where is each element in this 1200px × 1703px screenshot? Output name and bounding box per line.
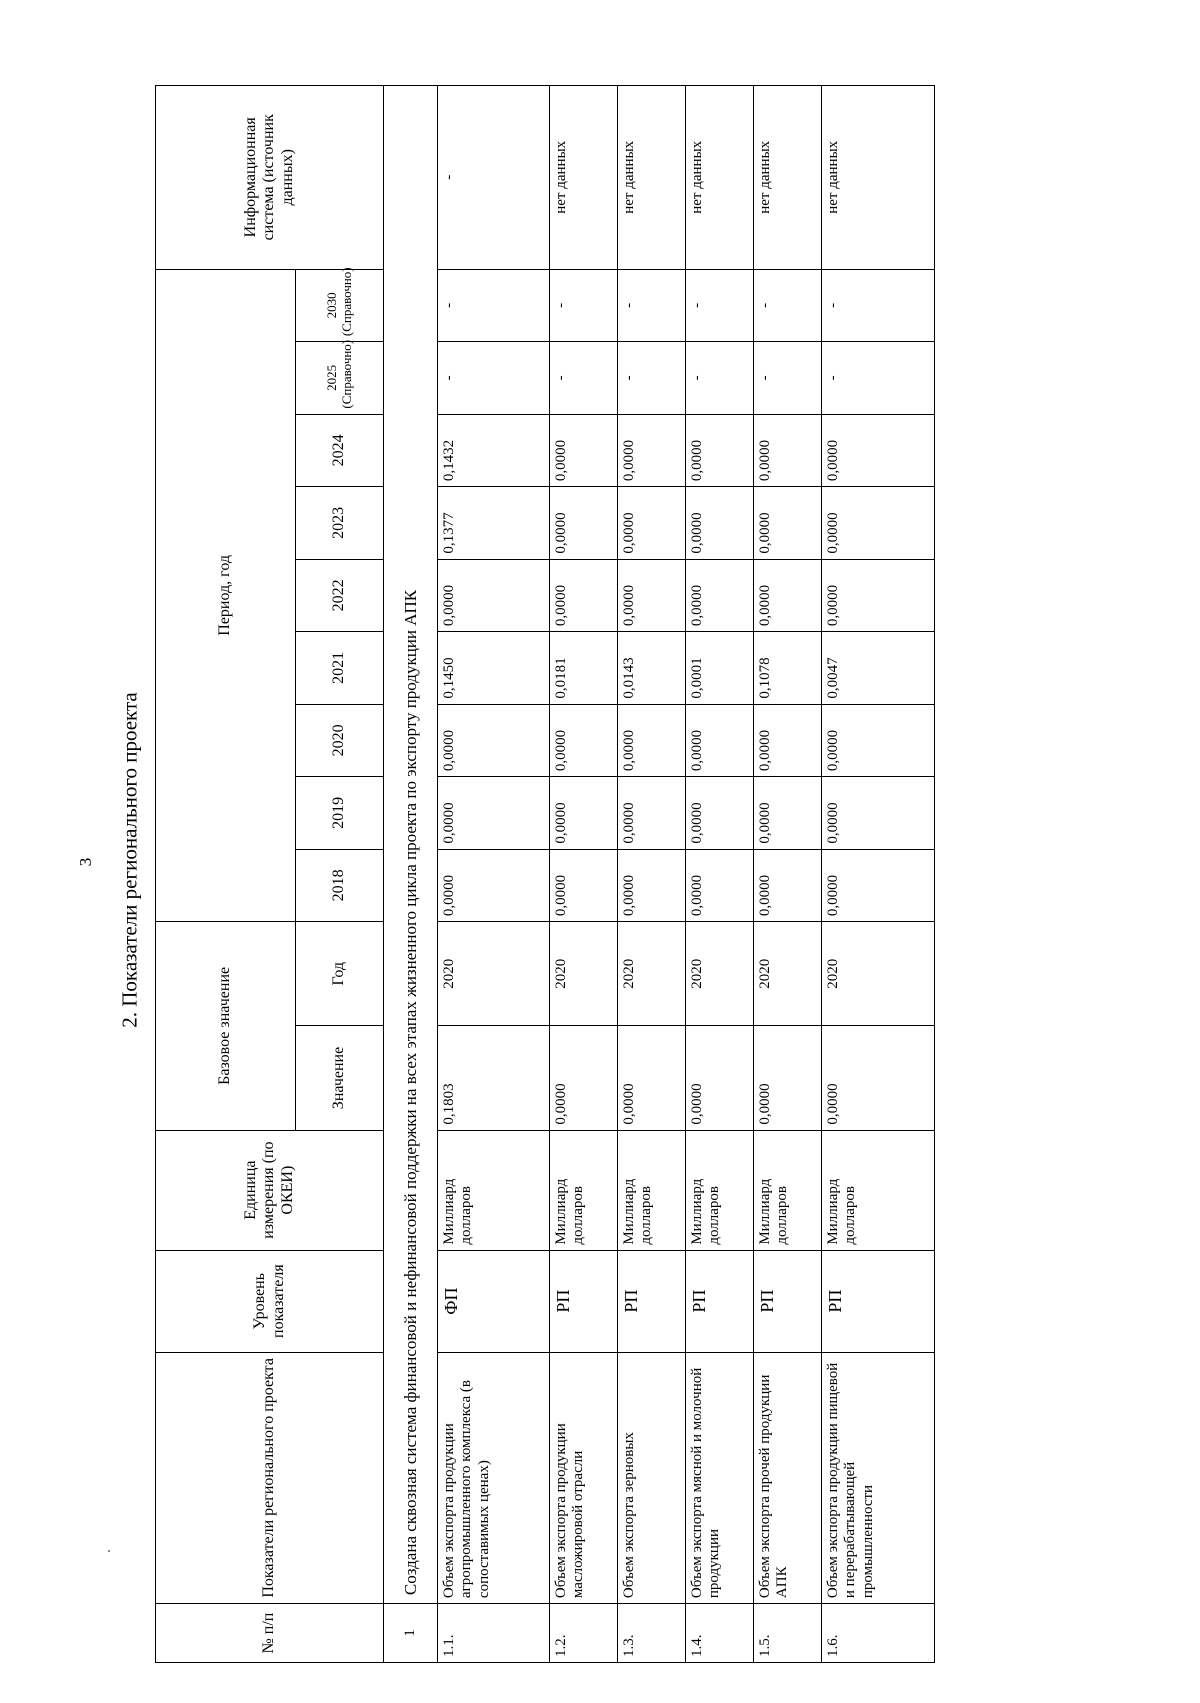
row-value: 0,0000 <box>438 704 550 777</box>
row-unit: Миллиард долларов <box>754 1130 822 1250</box>
row-value: 0,0000 <box>438 777 550 850</box>
header-num: № п/п <box>156 1604 384 1663</box>
row-value: - <box>618 269 686 342</box>
row-value: 0,0000 <box>686 487 754 560</box>
header-year: 2030 (Справочно) <box>296 269 384 342</box>
row-value: 0,0000 <box>754 704 822 777</box>
row-base-year: 2020 <box>438 922 550 1026</box>
row-value: - <box>686 269 754 342</box>
header-year: 2024 <box>296 414 384 487</box>
table-row <box>618 86 686 1663</box>
row-value: 0,0000 <box>686 414 754 487</box>
section-num: 1 <box>384 1604 438 1663</box>
header-base-value: Значение <box>296 1026 384 1130</box>
table-row <box>754 86 822 1663</box>
row-value: 0,0000 <box>754 487 822 560</box>
row-value: 0,0001 <box>686 632 754 705</box>
row-value: 0,0000 <box>754 559 822 632</box>
header-base: Базовое значение <box>156 922 296 1130</box>
row-value: 0,1377 <box>438 487 550 560</box>
header-year: 2025 (Справочно) <box>296 342 384 415</box>
row-value: 0,0000 <box>438 559 550 632</box>
row-value: 0,0000 <box>550 559 618 632</box>
header-period: Период, год <box>156 269 296 922</box>
row-value: 0,0000 <box>550 704 618 777</box>
row-num: 1.2. <box>550 1604 618 1663</box>
row-value: - <box>754 342 822 415</box>
row-value: - <box>438 342 550 415</box>
row-value: 0,0000 <box>686 777 754 850</box>
row-value: 0,0000 <box>618 559 686 632</box>
header-unit: Единица измерения (по ОКЕИ) <box>156 1130 384 1250</box>
row-value: 0,0181 <box>550 632 618 705</box>
row-level: РП <box>822 1250 935 1352</box>
table-row <box>438 86 550 1663</box>
header-indicator: Показатели регионального проекта <box>156 1352 384 1603</box>
row-num: 1.4. <box>686 1604 754 1663</box>
row-value: 0,0000 <box>822 559 935 632</box>
row-value: 0,0000 <box>822 704 935 777</box>
row-value: 0,0000 <box>618 487 686 560</box>
row-value: 0,0000 <box>618 849 686 922</box>
table-row <box>686 86 754 1663</box>
row-value: 0,0000 <box>550 487 618 560</box>
row-value: 0,0000 <box>822 487 935 560</box>
row-value: - <box>822 342 935 415</box>
row-base-value: 0,0000 <box>550 1026 618 1130</box>
row-value: 0,0000 <box>550 414 618 487</box>
row-base-year: 2020 <box>550 922 618 1026</box>
row-base-value: 0,1803 <box>438 1026 550 1130</box>
row-num: 1.1. <box>438 1604 550 1663</box>
row-value: 0,0000 <box>618 704 686 777</box>
section-row <box>384 86 438 1663</box>
row-base-value: 0,0000 <box>754 1026 822 1130</box>
header-year: 2022 <box>296 559 384 632</box>
row-name: Объем экспорта мясной и молочной продукции <box>686 1352 754 1603</box>
row-value: 0,0000 <box>822 849 935 922</box>
header-year: 2018 <box>296 849 384 922</box>
row-unit: Миллиард долларов <box>686 1130 754 1250</box>
row-num: 1.3. <box>618 1604 686 1663</box>
row-value: - <box>822 269 935 342</box>
row-value: 0,0000 <box>550 849 618 922</box>
row-info: нет данных <box>550 86 618 270</box>
row-value: 0,0000 <box>686 704 754 777</box>
row-value: 0,1432 <box>438 414 550 487</box>
row-value: 0,1078 <box>754 632 822 705</box>
row-value: - <box>754 269 822 342</box>
row-value: 0,0000 <box>686 849 754 922</box>
row-num: 1.5. <box>754 1604 822 1663</box>
row-value: 0,0000 <box>754 777 822 850</box>
row-value: 0,0000 <box>618 777 686 850</box>
row-value: 0,0000 <box>438 849 550 922</box>
row-value: 0,0000 <box>550 777 618 850</box>
row-level: РП <box>618 1250 686 1352</box>
header-year: 2023 <box>296 487 384 560</box>
row-base-value: 0,0000 <box>822 1026 935 1130</box>
row-unit: Миллиард долларов <box>438 1130 550 1250</box>
section-title: 2. Показатели регионального проекта <box>117 692 142 1028</box>
row-unit: Миллиард долларов <box>822 1130 935 1250</box>
row-info: нет данных <box>822 86 935 270</box>
row-value: - <box>618 342 686 415</box>
header-year: 2020 <box>296 704 384 777</box>
row-value: 0,0000 <box>754 414 822 487</box>
row-name: Объем экспорта прочей продукции АПК <box>754 1352 822 1603</box>
row-level: РП <box>754 1250 822 1352</box>
row-value: - <box>438 269 550 342</box>
header-info: Информационная система (источник данных) <box>156 86 384 270</box>
row-value: 0,0047 <box>822 632 935 705</box>
page-number: 3 <box>76 857 95 867</box>
rotated-table-container <box>155 85 935 1663</box>
row-name: Объем экспорта продукции пищевой и перерабатывающей промышленности <box>822 1352 935 1603</box>
row-name: Объем экспорта зерновых <box>618 1352 686 1603</box>
row-base-year: 2020 <box>686 922 754 1026</box>
table-row <box>550 86 618 1663</box>
row-value: 0,1450 <box>438 632 550 705</box>
header-year: 2021 <box>296 632 384 705</box>
row-name: Объем экспорта продукции масложировой отрасли <box>550 1352 618 1603</box>
row-level: РП <box>686 1250 754 1352</box>
indicators-table <box>155 85 935 1663</box>
row-level: РП <box>550 1250 618 1352</box>
header-year: 2019 <box>296 777 384 850</box>
row-base-year: 2020 <box>754 922 822 1026</box>
row-base-value: 0,0000 <box>618 1026 686 1130</box>
row-info: - <box>438 86 550 270</box>
row-value: 0,0000 <box>686 559 754 632</box>
indicators-table-wrapper <box>155 85 935 1663</box>
section-text: Создана сквозная система финансовой и нефинансовой поддержки на всех этапах жизненного цикла проекта по экспорту продукции АПК <box>384 86 438 1604</box>
row-unit: Миллиард долларов <box>550 1130 618 1250</box>
row-value: 0,0000 <box>822 414 935 487</box>
row-info: нет данных <box>754 86 822 270</box>
scan-speck <box>108 1550 110 1552</box>
row-value: - <box>686 342 754 415</box>
row-info: нет данных <box>686 86 754 270</box>
row-value: 0,0000 <box>754 849 822 922</box>
row-value: 0,0143 <box>618 632 686 705</box>
row-base-value: 0,0000 <box>686 1026 754 1130</box>
row-level: ФП <box>438 1250 550 1352</box>
row-base-year: 2020 <box>822 922 935 1026</box>
header-level: Уровень показателя <box>156 1250 384 1352</box>
row-info: нет данных <box>618 86 686 270</box>
row-unit: Миллиард долларов <box>618 1130 686 1250</box>
row-value: 0,0000 <box>822 777 935 850</box>
row-value: - <box>550 342 618 415</box>
row-name: Объем экспорта продукции агропромышленного комплекса (в сопоставимых ценах) <box>438 1352 550 1603</box>
table-row <box>822 86 935 1663</box>
row-value: 0,0000 <box>618 414 686 487</box>
header-base-year: Год <box>296 922 384 1026</box>
row-value: - <box>550 269 618 342</box>
row-num: 1.6. <box>822 1604 935 1663</box>
row-base-year: 2020 <box>618 922 686 1026</box>
